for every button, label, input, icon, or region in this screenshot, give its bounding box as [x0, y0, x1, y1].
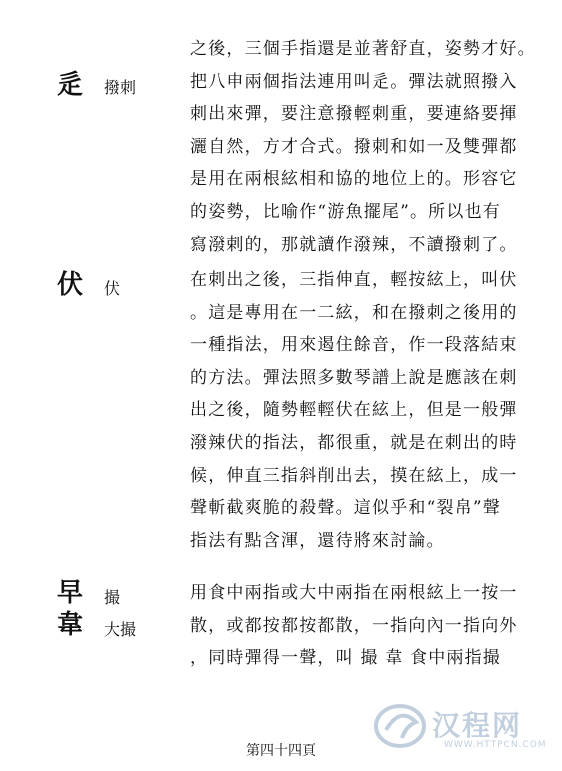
- text-line: 之後，三個手指還是並著舒直，姿勢才好。: [190, 39, 536, 59]
- section-cuo-text: [190, 577, 550, 675]
- section-fu-text: [190, 264, 550, 557]
- page-number: 第四十四頁: [246, 743, 316, 759]
- text-line: 指法有點含渾，還待將來討論。: [190, 530, 445, 551]
- tablature-glyph-fu: 伏: [56, 270, 83, 300]
- text-line: 在刺出之後，三指伸直，輕按絃上，叫伏: [190, 270, 518, 290]
- text-line: 潑辣伏的指法，都很重，就是在刺出的時: [190, 432, 518, 453]
- text-line: 寫潑剌的，那就讀作潑辣，不讀撥刺了。: [190, 234, 518, 255]
- text-line: 是用在兩根絃相和協的地位上的。形容它: [190, 169, 518, 190]
- text-line: 用食中兩指或大中兩指在兩根絃上一按一: [190, 583, 518, 603]
- text-line: 的方法。彈法照多數琴譜上說是應該在刺: [190, 367, 518, 388]
- text-line: 候，伸直三指斜削出去，摸在絃上，成一: [190, 465, 518, 486]
- term-name-boci: 撥刺: [104, 78, 137, 97]
- section-boci-text: [190, 33, 550, 261]
- text-line: 出之後，隨勢輕輕伏在絃上，但是一般彈: [190, 400, 518, 421]
- text-line: 一種指法，用來遏住餘音，作一段落結束: [190, 335, 518, 356]
- tablature-glyph-boci: 辵: [56, 70, 83, 100]
- text-line: 把八申兩個指法連用叫辵。彈法就照撥入: [190, 71, 518, 92]
- text-line: 灑自然，方才合式。撥刺和如一及雙彈都: [190, 136, 518, 157]
- text-line: 的姿勢，比喻作“游魚擺尾”。所以也有: [190, 201, 501, 222]
- text-line: 。這是專用在一二絃，和在撥刺之後用的: [190, 302, 518, 323]
- text-line: ，同時彈得一聲，叫 撮 韋 食中兩指撮: [190, 648, 502, 669]
- tablature-glyph-dacuo: 韋: [56, 610, 83, 640]
- text-line: 刺出來彈，要注意撥輕刺重，要連絡要揮: [190, 104, 518, 125]
- text-line: 聲斬截爽脆的殺聲。這似乎和“裂帛”聲: [190, 498, 501, 519]
- watermark-url: WWW.HTTPCN.COM: [444, 740, 547, 750]
- tablature-glyph-cuo: 早: [56, 578, 83, 608]
- term-name-cuo: 撮: [104, 588, 121, 607]
- text-line: 散，或都按都按都散，一指向內一指向外: [190, 615, 518, 636]
- term-name-fu: 伏: [104, 279, 121, 298]
- term-name-dacuo: 大撮: [104, 620, 137, 639]
- watermark-text: 汉程网: [432, 709, 523, 742]
